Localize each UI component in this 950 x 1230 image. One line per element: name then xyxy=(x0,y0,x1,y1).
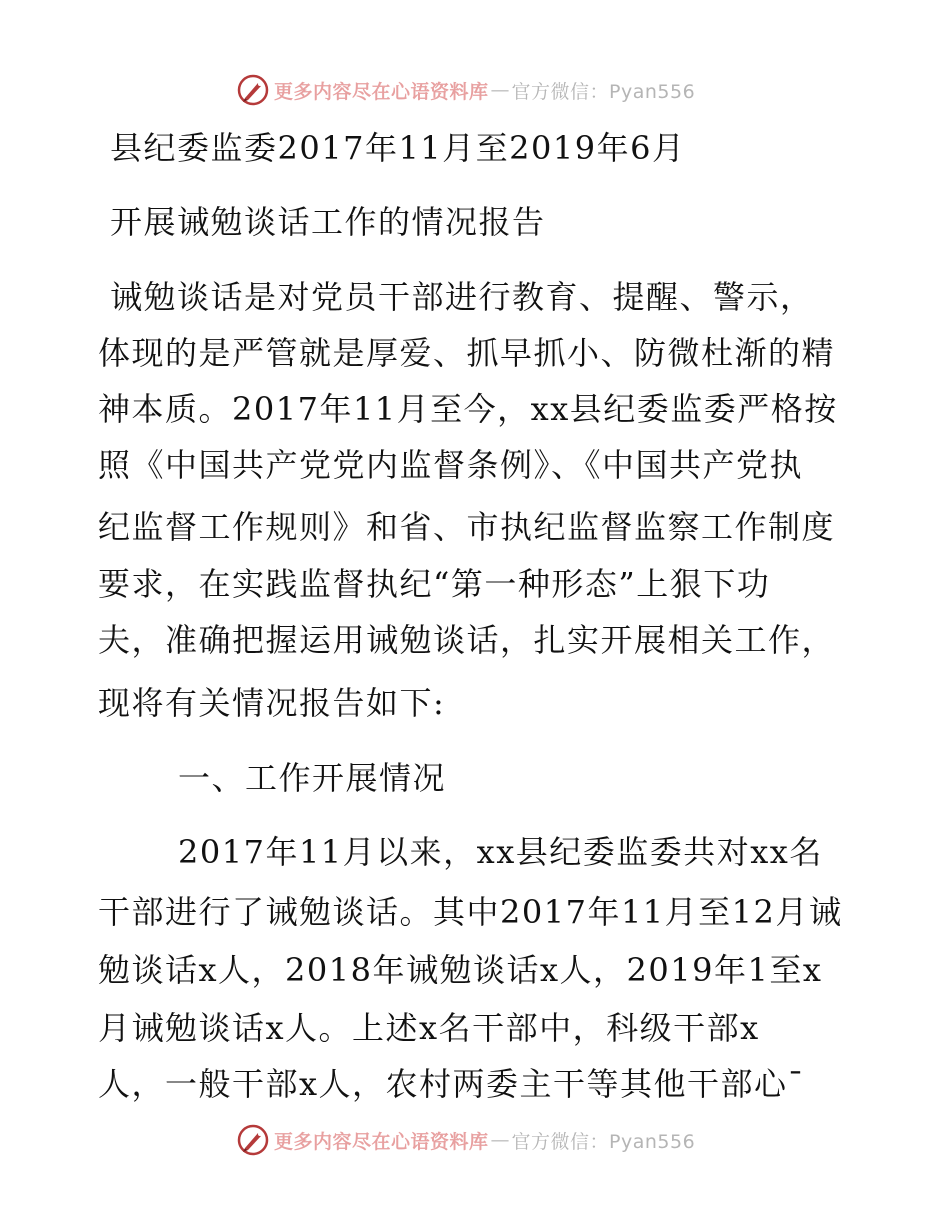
section-line-3: 勉谈话x人，2018年诫勉谈话x人，2019年1至x xyxy=(98,951,823,989)
watermark-footer xyxy=(236,1122,695,1158)
intro-line-6: 要求，在实践监督执纪“第一种形态”上狠下功 xyxy=(98,565,771,603)
section-line-4: 月诫勉谈话x人。上述x名干部中，科级干部x xyxy=(98,1009,760,1047)
section-heading: 一、工作开展情况 xyxy=(178,759,447,797)
watermark-wechat: 官方微信：Pyan556 xyxy=(511,80,696,103)
intro-line-7: 夫，准确把握运用诫勉谈话，扎实开展相关工作， xyxy=(98,621,836,659)
watermark-separator: — xyxy=(490,1129,510,1151)
intro-line-5: 纪监督工作规则》和省、市执纪监督监察工作制度 xyxy=(98,508,836,546)
intro-line-8: 现将有关情况报告如下: xyxy=(98,684,446,722)
watermark-separator: — xyxy=(490,79,510,101)
pen-logo-icon xyxy=(236,73,270,107)
section-line-5: 人，一般干部x人，农村两委主干等其他干部心¯ xyxy=(98,1065,806,1103)
pen-logo-icon xyxy=(236,1123,270,1157)
watermark-text: 更多内容尽在心语资料库 xyxy=(274,1130,489,1153)
intro-line-4: 照《中国共产党党内监督条例》、《中国共产党执 xyxy=(98,446,804,484)
intro-line-2: 体现的是严管就是厚爱、抓早抓小、防微杜渐的精 xyxy=(98,334,836,372)
document-title-line-2: 开展诫勉谈话工作的情况报告 xyxy=(110,203,546,241)
section-line-2: 干部进行了诫勉谈话。其中2017年11月至12月诫 xyxy=(98,893,843,931)
watermark-header xyxy=(236,72,695,108)
document-title-line-1: 县纪委监委2017年11月至2019年6月 xyxy=(110,129,686,167)
watermark-wechat: 官方微信：Pyan556 xyxy=(511,1130,696,1153)
intro-line-1: 诫勉谈话是对党员干部进行教育、提醒、警示， xyxy=(110,278,814,316)
intro-line-3: 神本质。2017年11月至今，xx县纪委监委严格按 xyxy=(98,390,838,428)
section-line-1: 2017年11月以来，xx县纪委监委共对xx名 xyxy=(178,833,823,871)
watermark-text: 更多内容尽在心语资料库 xyxy=(274,80,489,103)
